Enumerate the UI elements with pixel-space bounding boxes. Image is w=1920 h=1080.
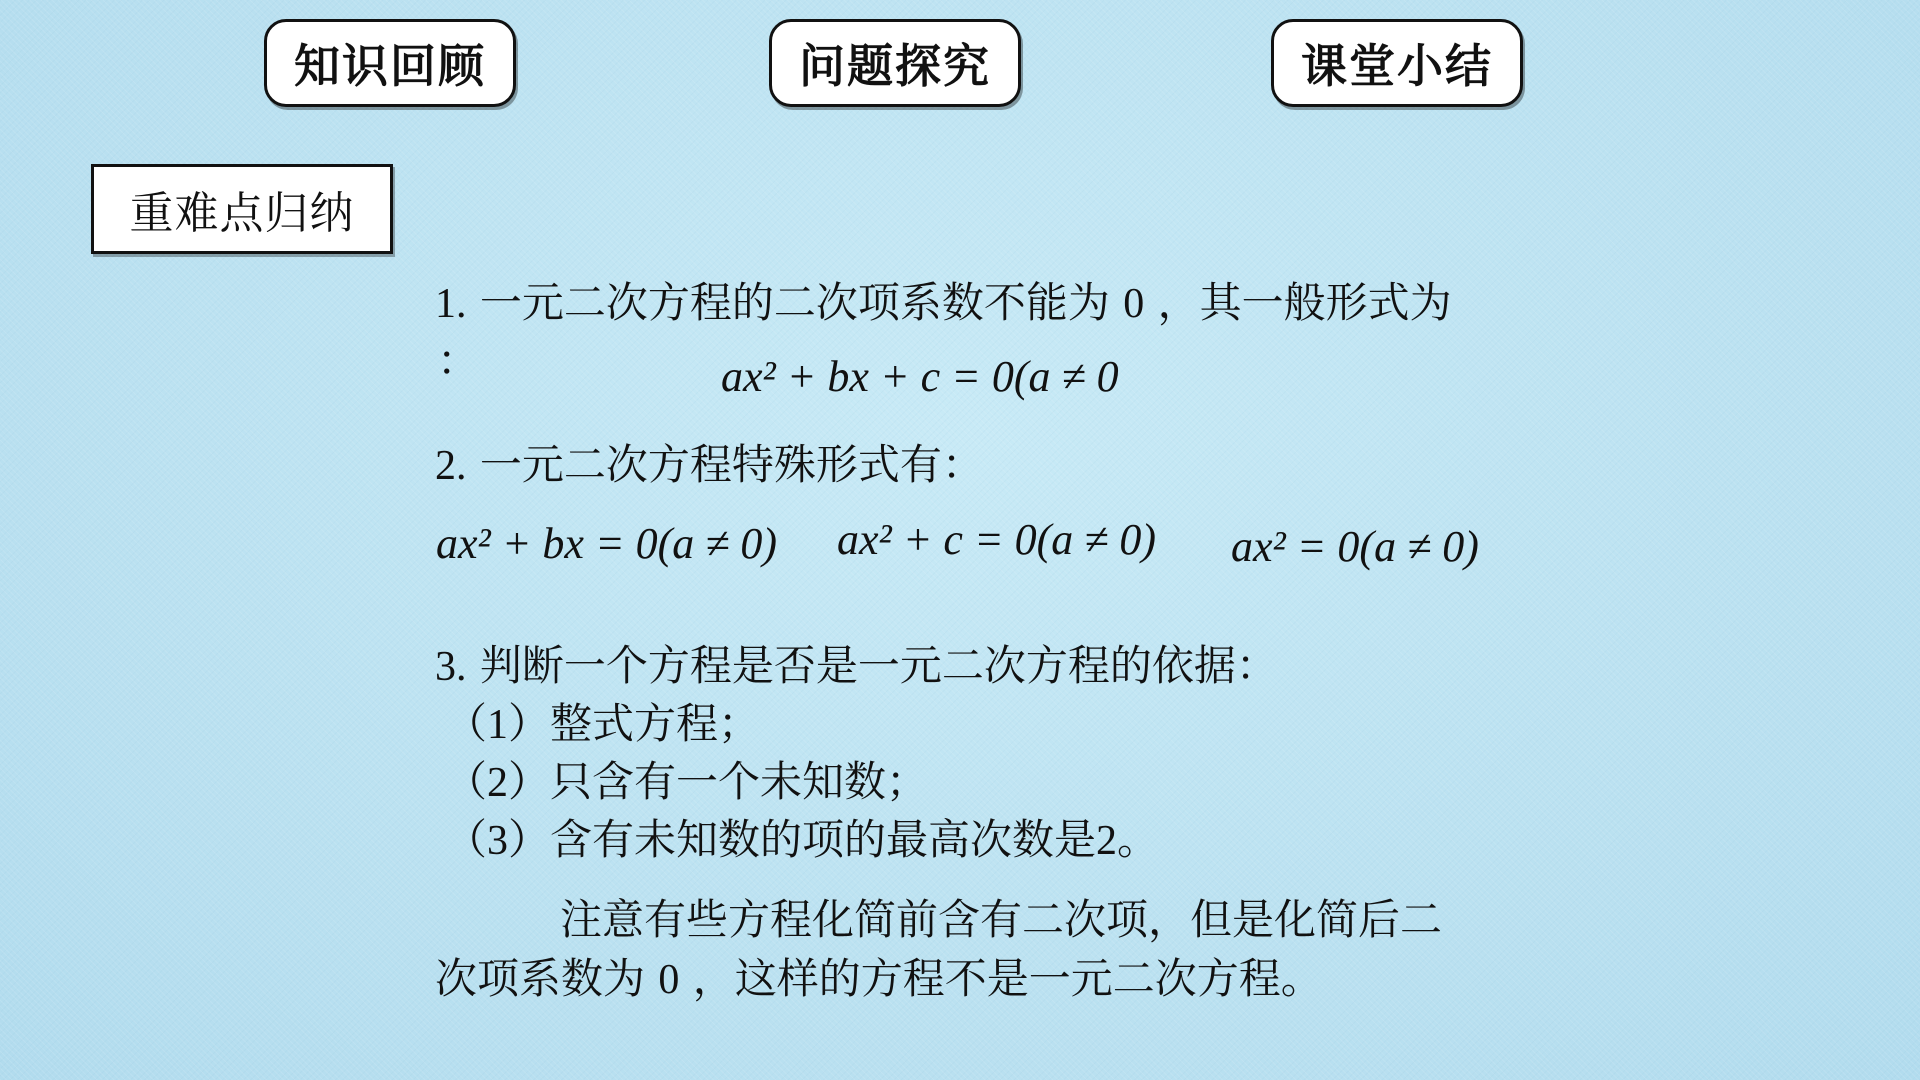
point-3-line (435, 641, 1278, 690)
tab-class-summary[interactable] (1271, 19, 1523, 107)
criterion-3-tail-number: 2 (1096, 818, 1118, 864)
criterion-item-2 (445, 757, 929, 806)
note-line-2-zero: 0 (658, 957, 680, 1003)
point-3-text: 判断一个方程是否是一元二次方程的依据： (479, 641, 1278, 690)
tab-knowledge-review[interactable] (264, 19, 516, 107)
section-title-label: 重难点归纳 (129, 188, 355, 239)
criterion-2-text: 只含有一个未知数； (550, 757, 929, 806)
point-2-text: 一元二次方程特殊形式有： (479, 440, 984, 489)
criterion-1-close-paren: ） (508, 699, 551, 748)
tab-problem-exploration-label: 问题探究 (799, 39, 991, 93)
criterion-item-3 (445, 815, 1160, 864)
tab-problem-exploration[interactable] (769, 19, 1021, 107)
note-line-2-text-b: ，这样的方程不是一元二次方程。 (692, 954, 1323, 1003)
point-1-colon: ： (437, 336, 480, 385)
note-line-1: 注意有些方程化简前含有二次项，但是化简后二 (560, 895, 1443, 944)
criterion-2-close-paren: ） (508, 757, 551, 806)
criterion-2-number: 2 (487, 760, 509, 806)
criterion-3-text: 含有未知数的项的最高次数是 (550, 815, 1097, 864)
point-1-text-b: ，其一般形式为 (1157, 278, 1452, 327)
special-form-formula-2: ax² + c = 0(a ≠ 0) (837, 515, 1157, 564)
tab-knowledge-review-label: 知识回顾 (294, 39, 486, 93)
point-1-line (435, 278, 1452, 327)
point-1-zero: 0 (1123, 281, 1145, 327)
criterion-3-close-paren: ） (508, 815, 551, 864)
criterion-item-1 (445, 699, 761, 748)
point-1-text-a: 一元二次方程的二次项系数不能为 (479, 278, 1110, 327)
special-form-formula-1: ax² + bx = 0(a ≠ 0) (436, 519, 778, 568)
criterion-3-open-paren: （ (445, 815, 488, 864)
tab-class-summary-label: 课堂小结 (1301, 39, 1493, 93)
criterion-1-open-paren: （ (445, 699, 488, 748)
note-line-2 (435, 954, 1323, 1003)
note-line-2-text-a: 次项系数为 (435, 954, 646, 1003)
point-2-number: 2. (435, 443, 467, 489)
criterion-3-tail: 。 (1117, 815, 1160, 864)
section-title (91, 164, 393, 254)
point-1-number: 1. (435, 281, 467, 327)
point-2-line (435, 440, 984, 489)
criterion-2-open-paren: （ (445, 757, 488, 806)
general-form-formula: ax² + bx + c = 0(a ≠ 0 (721, 352, 1119, 401)
criterion-1-text: 整式方程； (550, 699, 761, 748)
point-3-number: 3. (435, 644, 467, 690)
special-form-formula-3: ax² = 0(a ≠ 0) (1231, 522, 1479, 571)
criterion-3-number: 3 (487, 818, 509, 864)
criterion-1-number: 1 (487, 702, 509, 748)
